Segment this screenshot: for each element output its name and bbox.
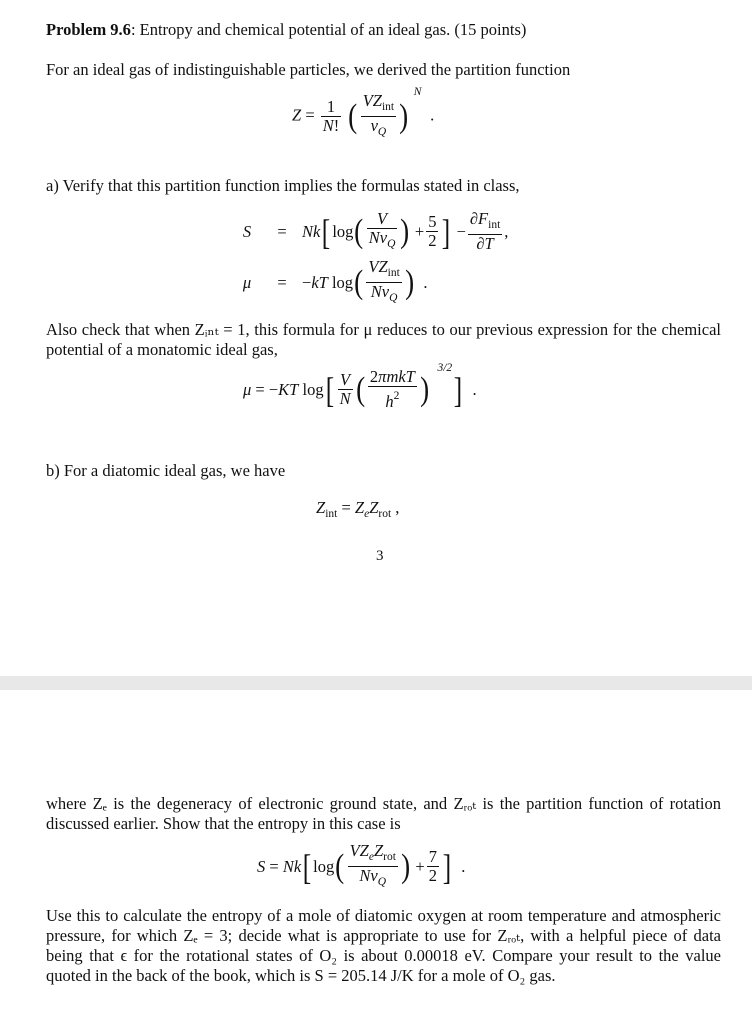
page-2 bbox=[0, 690, 752, 1024]
equation-partition-function: Z = $\frac{1}{N!}$ ( $\frac{VZ_{int}}{v_Q}$ ) N . bbox=[292, 86, 435, 138]
part-a-check-text: Also check that when Zᵢₙₜ = 1, this formula for μ reduces to our previous expression for the chemical potential of a monatomic ideal gas, bbox=[46, 320, 721, 359]
intro-text: For an ideal gas of indistinguishable particles, we derived the partition function bbox=[46, 60, 571, 79]
part-b-text: b) For a diatomic ideal gas, we have bbox=[46, 461, 286, 480]
equation-monatomic: μ = −KT log [ $\frac{V}{N}$ ( $\frac{\text{2πmkT}}{h^2}$ ) 3/2 ] . bbox=[243, 362, 477, 411]
page-number: 3 bbox=[376, 548, 384, 564]
part-b-final-text: Use this to calculate the entropy of a mole of diatomic oxygen at room temperature and atmospheric pressure, for which Zₑ = 3; decide what is appropriate to use for Zᵣₒₜ, with a helpful piece of data being that ϵ for the rotational states of O₂ is about 0.00018 eV. Compare your result to the value quoted in the back of the book, which is S = 205.14 J/K for a mole of O₂ gas. bbox=[46, 906, 721, 985]
problem-title: : Entropy and chemical potential of an ideal gas. (15 points) bbox=[130, 20, 527, 39]
equation-entropy: S = Nk [ log ( $\frac{V}{Nv_Q}$ ) + $\frac{5}{2}$ ] − $\frac{\partial F_{int}}{\partial T}$ , bbox=[242, 209, 509, 253]
equation-diatomic-entropy: S = Nk [ log ( $\frac{VZ_eZ_{rot}}{Nv_Q}$ ) + $\frac{7}{2}$ ] . bbox=[257, 841, 466, 888]
page-gap bbox=[0, 676, 752, 690]
part-a-text: a) Verify that this partition function implies the formulas stated in class, bbox=[46, 176, 520, 195]
part-b-where-text: where Zₑ is the degeneracy of electronic ground state, and Zᵣₒₜ is the partition function of rotation discussed earlier. Show that the entropy in this case is bbox=[46, 794, 721, 833]
problem-heading bbox=[46, 20, 721, 40]
equation-chemical-potential: μ = −kT log ( $\frac{VZ_{int}}{Nv_Q}$ ) . bbox=[242, 257, 428, 304]
problem-number: Problem 9.6 bbox=[46, 20, 131, 39]
equation-internal-partition: $Z_{int} = Z_eZ_{rot}$ , bbox=[316, 498, 400, 520]
